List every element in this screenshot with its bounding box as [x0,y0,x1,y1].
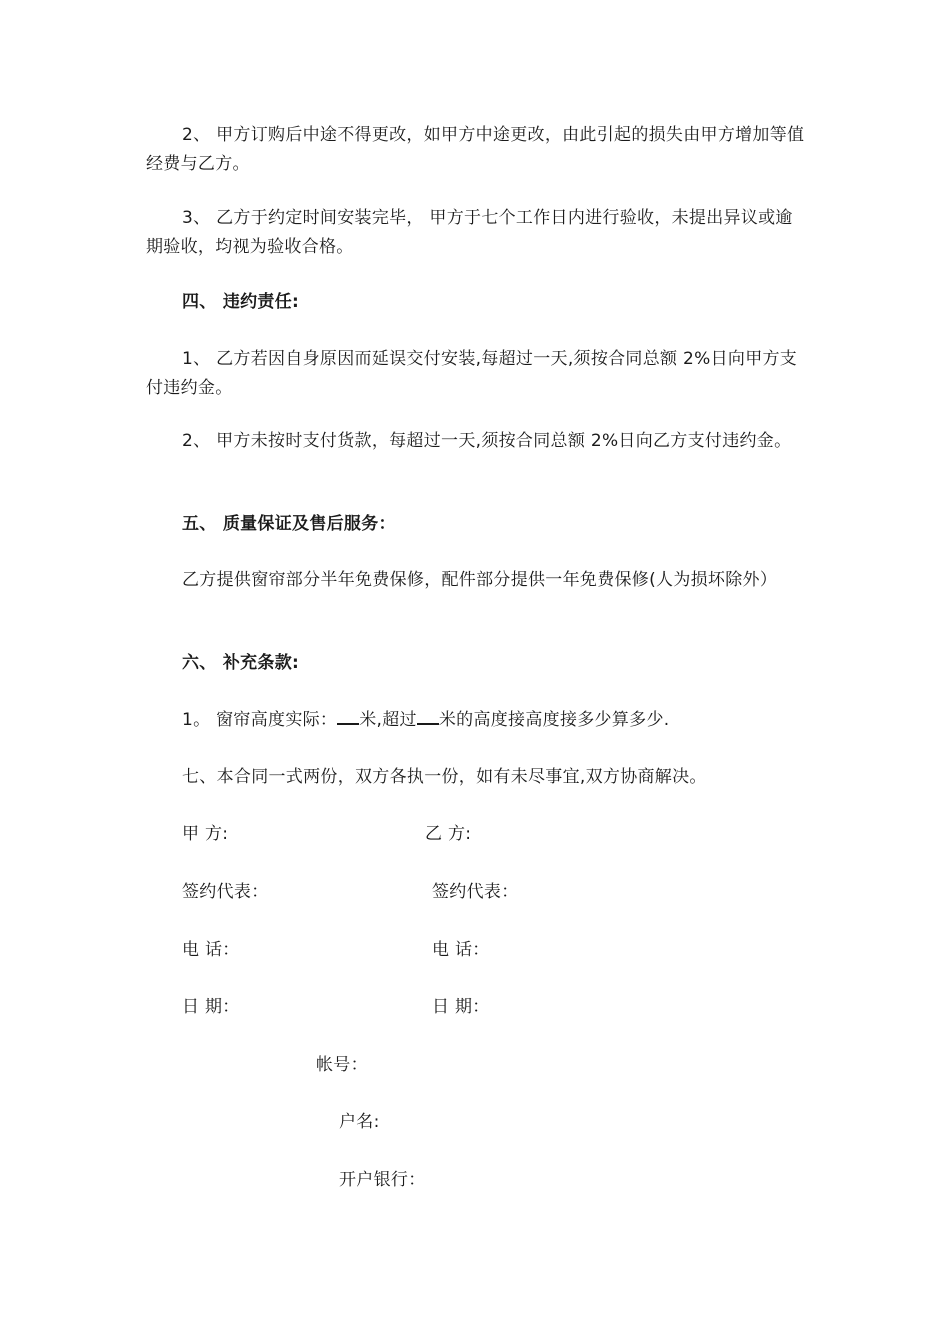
clause-4-1: 1、 乙方若因自身原因而延误交付安装,每超过一天,须按合同总额 2%日向甲方支付违约金。 [146,349,798,398]
clause-6-1-part-c: 米的高度接高度接多少算多少. [438,710,670,730]
section-heading-breach: 四、 违约责任: [182,292,300,312]
clause-5-1: 乙方提供窗帘部分半年免费保修，配件部分提供一年免费保修(人为损坏除外） [182,570,778,590]
clause-4-2: 2、 甲方未按时支付货款，每超过一天,须按合同总额 2%日向乙方支付违约金。 [182,431,792,451]
phone-b-label: 电 话： [432,940,490,960]
exceed-blank [417,707,439,725]
account-name-label: 户名: [339,1112,380,1132]
height-blank [337,707,359,725]
clause-7: 七、本合同一式两份，双方各执一份，如有未尽事宜,双方协商解决。 [182,767,707,787]
clause-6-1-part-b: 米,超过 [359,710,417,730]
date-b-label: 日 期： [432,997,490,1017]
clause-6-1 [182,706,669,735]
clause-3-2: 2、 甲方订购后中途不得更改，如甲方中途更改，由此引起的损失由甲方增加等值经费与乙方。 [146,125,805,174]
clause-6-1-part-a: 1。 窗帘高度实际： [182,710,338,730]
rep-b-label: 签约代表： [432,882,519,902]
phone-a-label: 电 话： [182,940,240,960]
rep-a-label: 签约代表： [182,882,269,902]
clause-3-3: 3、 乙方于约定时间安装完毕， 甲方于七个工作日内进行验收，未提出异议或逾期验收，均视为验收合格。 [146,208,793,257]
party-a-label: 甲 方: [182,824,229,844]
bank-name-label: 开户银行： [339,1170,426,1190]
section-heading-supplement: 六、 补充条款: [182,653,300,673]
section-heading-warranty: 五、 质量保证及售后服务： [182,514,396,534]
party-b-label: 乙 方: [425,824,472,844]
date-a-label: 日 期： [182,997,240,1017]
account-number-label: 帐号： [316,1055,368,1075]
